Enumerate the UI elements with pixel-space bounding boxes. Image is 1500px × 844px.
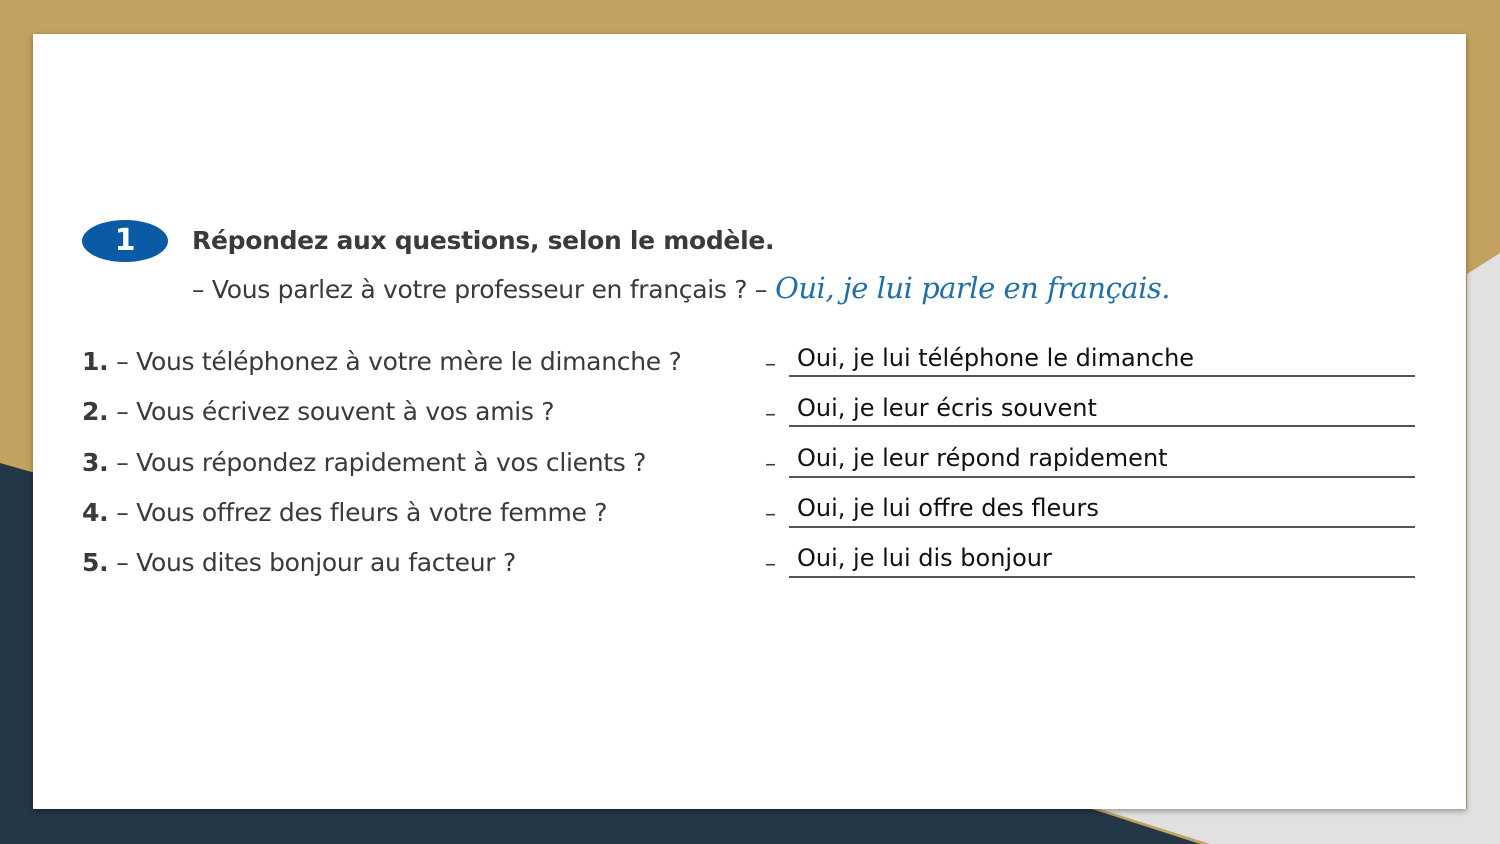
question-1 (82, 347, 681, 376)
model-answer: Oui, je lui parle en français. (775, 271, 1170, 305)
question-text: – Vous offrez des fleurs à votre femme ? (116, 498, 608, 527)
answer-5[interactable]: Oui, je lui dis bonjour (797, 544, 1052, 572)
question-number: 3. (82, 448, 109, 477)
answer-line (789, 526, 1415, 528)
answer-dash: – (765, 452, 776, 477)
question-4 (82, 498, 607, 527)
answer-line (789, 375, 1415, 377)
exercise-instruction: Répondez aux questions, selon le modèle. (192, 226, 775, 255)
answer-line (789, 476, 1415, 478)
answer-dash: – (765, 352, 776, 377)
answer-line (789, 576, 1415, 578)
model-example (192, 271, 1170, 305)
question-text: – Vous répondez rapidement à vos clients ? (116, 448, 647, 477)
question-text: – Vous écrivez souvent à vos amis ? (116, 397, 555, 426)
question-number: 4. (82, 498, 109, 527)
answer-dash: – (765, 552, 776, 577)
answer-dash: – (765, 502, 776, 527)
question-number: 5. (82, 548, 109, 577)
question-3 (82, 448, 646, 477)
answer-line (789, 425, 1415, 427)
question-5 (82, 548, 516, 577)
question-text: – Vous téléphonez à votre mère le dimanche ? (116, 347, 682, 376)
exercise-number-badge: 1 (82, 220, 168, 262)
question-number: 1. (82, 347, 109, 376)
answer-dash: – (765, 402, 776, 427)
question-2 (82, 397, 554, 426)
question-number: 2. (82, 397, 109, 426)
answer-2[interactable]: Oui, je leur écris souvent (797, 394, 1097, 422)
question-text: – Vous dites bonjour au facteur ? (116, 548, 516, 577)
answer-1[interactable]: Oui, je lui téléphone le dimanche (797, 344, 1195, 372)
answer-4[interactable]: Oui, je lui offre des fleurs (797, 494, 1099, 522)
model-question: – Vous parlez à votre professeur en français ? – (192, 275, 768, 304)
answer-3[interactable]: Oui, je leur répond rapidement (797, 444, 1168, 472)
